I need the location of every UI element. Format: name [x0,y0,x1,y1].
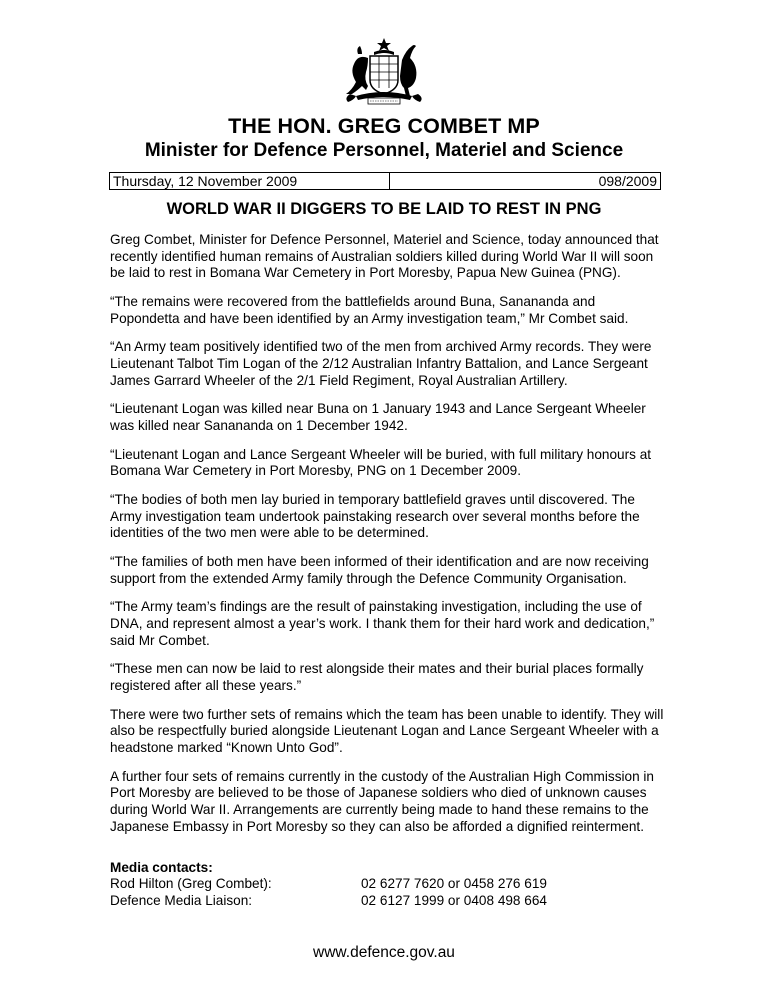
contact-name: Rod Hilton (Greg Combet): [110,876,272,892]
contact-row [110,876,666,892]
minister-name: THE HON. GREG COMBET MP [228,114,540,138]
contact-phone: 02 6277 7620 or 0458 276 619 [361,876,547,892]
headline: WORLD WAR II DIGGERS TO BE LAID TO REST IN PNG [166,200,602,218]
website-footer: www.defence.gov.au [313,944,455,961]
contact-row [110,893,666,909]
paragraph: “An Army team positively identified two of the men from archived Army records. They were Lieutenant Talbot Tim Logan of the 2/12 Australian Infantry Battalion, and Lance Sergeant James Garrard Wheeler of the 2/1 Field Regiment, Royal Australian Artillery. [110,339,652,388]
paragraph: “The remains were recovered from the battlefields around Buna, Sanananda and Popondetta and have been identified by an Army investigation team,” Mr Combet said. [110,293,629,326]
paragraph: A further four sets of remains currently in the custody of the Australian High Commission in Port Moresby are believed to be those of Japanese soldiers who died of unknown causes during World War II. Arrangements are currently being made to hand these remains to the Japanese Embassy in Port Moresby so they can also be afforded a dignified reinterment. [110,768,654,834]
article-body [110,232,666,847]
coat-of-arms-icon [332,36,436,108]
media-contacts-heading: Media contacts: [110,860,213,875]
paragraph: “These men can now be laid to rest alongside their mates and their burial places formally registered after all these years.” [110,661,644,693]
minister-portfolio: Minister for Defence Personnel, Materiel and Science [144,140,624,161]
media-contacts [110,860,666,909]
paragraph: Greg Combet, Minister for Defence Personnel, Materiel and Science, today announced that recently identified human remains of Australian soldiers killed during World War II will soon be laid to rest in Bomana War Cemetery in Port Moresby, Papua New Guinea (PNG). [110,232,659,281]
release-date: Thursday, 12 November 2009 [110,173,390,189]
paragraph: “Lieutenant Logan and Lance Sergeant Wheeler will be buried, with full military honours at Bomana War Cemetery in Port Moresby, PNG on 1 December 2009. [110,446,652,479]
paragraph: There were two further sets of remains which the team has been unable to identify. They will also be respectfully buried alongside Lieutenant Logan and Lance Sergeant Wheeler with a headstone marked “Known Unto God”. [110,706,664,755]
paragraph: “The bodies of both men lay buried in temporary battlefield graves until discovered. The Army investigation team undertook painstaking research over several months before the identities of the two men were able to be determined. [110,492,640,541]
contact-name: Defence Media Liaison: [110,892,253,908]
paragraph: “The families of both men have been informed of their identification and are now receiving support from the extended Army family through the Defence Community Organisation. [110,554,649,586]
contact-phone: 02 6127 1999 or 0408 498 664 [361,892,547,908]
paragraph: “Lieutenant Logan was killed near Buna on 1 January 1943 and Lance Sergeant Wheeler was killed near Sanananda on 1 December 1942. [110,401,646,433]
release-number: 098/2009 [598,173,657,189]
release-info-box [109,172,661,190]
paragraph: “The Army team’s findings are the result of painstaking investigation, including the use of DNA, and represent almost a year’s work. I thank them for their hard work and dedication,” said Mr Combet. [110,599,655,648]
